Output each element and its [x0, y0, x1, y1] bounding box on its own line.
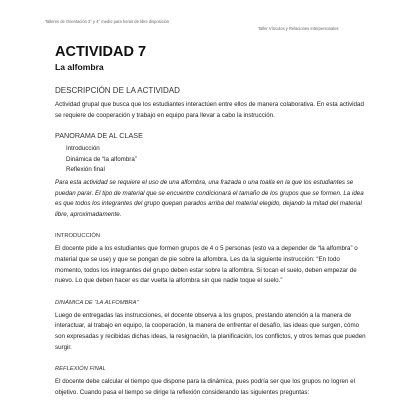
- description-heading: DESCRIPCIÓN DE LA ACTIVIDAD: [55, 86, 180, 95]
- dynamic-heading: DINÁMICA DE “LA ALFOMBRA”: [55, 299, 139, 306]
- document-body: [55, 44, 367, 398]
- header-left: Talleres de Orientación 3° y 4° medio para horas de libre disposición: [45, 19, 170, 24]
- overview-heading: PANORAMA DE AL CLASE: [55, 131, 143, 141]
- intro-text: El docente pide a los estudiantes que formen grupos de 4 o 5 personas (esto va a depender de “la alfombra” o material que se use) y que se pongan de pie sobre la alfombra. Les da la siguiente instrucción: “En todo momento, todos los integrantes del grupo deben estar sobre la alfombra. Si tocan el suelo, deben empezar de nuevo. Lo que deben hacer es dar vuelta la alfombra sin que nadie toque el suelo.”: [55, 245, 358, 285]
- intro-heading: INTRODUCCIÓN: [55, 233, 101, 240]
- reflection-heading: REFLEXIÓN FINAL: [55, 366, 106, 373]
- header-right: Taller Vínculos y Relaciones Interpersonales: [258, 26, 339, 31]
- overview-item: Introducción: [66, 145, 100, 153]
- overview-item: Dinámica de “la alfombra”: [66, 155, 137, 163]
- activity-subtitle: La alfombra: [55, 62, 104, 72]
- description-text: Actividad grupal que busca que los estudiantes interactúen entre ellos de manera colaborativa. En esta actividad se requiere de cooperación y trabajo en equipo para llevar a cabo la instrucción.: [55, 101, 364, 119]
- reflection-text: El docente debe calcular el tiempo que dispone para la dinámica, pues podría ser que los grupos no logren el objetivo. Cuando pasa el tiempo se dirige la reflexión considerando las siguientes preguntas:: [55, 378, 355, 396]
- activity-title: ACTIVIDAD 7: [55, 44, 147, 60]
- overview-item: Reflexión final: [66, 166, 105, 174]
- overview-list: [66, 144, 367, 176]
- overview-text: Para esta actividad se requiere el uso de una alfombra, una frazada o una toalla en la que los estudiantes se puedan parar. El tipo de material que se encuentre condicionará el tamaño de los grupos que se formen. La idea es que todos los integrantes del grupo quepan parados arriba del material elegido, dejando la mitad del material libre, aproximadamente.: [55, 178, 364, 218]
- dynamic-text: Luego de entregadas las instrucciones, el docente observa a los grupos, prestando atención a la manera de interactuar, al trabajo en equipo, la cooperación, la manera de enfrentar el desafío, las ideas que surgen, cómo son expresadas y recibidas dichas ideas, la resignación, la planificación, los conflictos, y otros temas que pueden surgir.: [55, 311, 366, 351]
